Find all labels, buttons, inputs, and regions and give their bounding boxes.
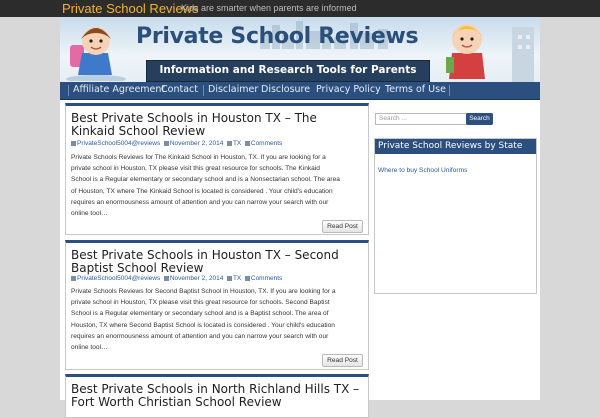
post-date[interactable]: November 2, 2014 — [169, 140, 224, 147]
site-tagline: Kids are smarter when parents are informed — [181, 3, 357, 13]
widget-title: Private School Reviews by State — [375, 139, 536, 154]
boy-student-icon — [432, 17, 540, 82]
read-post-button[interactable]: Read Post — [322, 220, 363, 233]
author-icon — [71, 276, 76, 281]
banner-subtitle-bar — [146, 60, 430, 82]
post-excerpt — [71, 286, 361, 353]
excerpt-line: requires an enormousness amount of attention and you can narrow your search with our — [71, 332, 329, 340]
nav-separator — [449, 85, 450, 96]
main-nav — [60, 82, 540, 100]
post-comments[interactable]: Comments — [250, 275, 283, 282]
post-category[interactable]: TX — [232, 140, 242, 147]
site-title[interactable]: Private School Reviews — [62, 1, 199, 16]
folder-icon — [227, 276, 232, 281]
nav-item-contact[interactable]: Contact — [161, 84, 198, 95]
comment-icon — [245, 276, 250, 281]
excerpt-line: Private Schools Reviews for The Kinkaid School in Houston, TX. If you are looking for a — [71, 154, 326, 161]
excerpt-line: School is a Regular elementary or secondary school and is a Nonsectarian school. The area — [71, 176, 340, 184]
nav-separator — [68, 85, 69, 96]
post-meta — [71, 275, 282, 282]
post-excerpt — [71, 152, 361, 219]
calendar-icon — [164, 276, 169, 281]
excerpt-line: of Houston, TX where The Kinkaid School is located is considered . Your child's education — [71, 187, 333, 195]
search-input[interactable]: Search ... — [375, 113, 469, 125]
nav-item-affiliate-agreement[interactable]: Affiliate Agreement — [73, 84, 166, 95]
calendar-icon — [164, 141, 169, 146]
post-card — [65, 103, 369, 235]
top-bar — [0, 0, 600, 17]
excerpt-line: Private Schools Reviews for Second Baptist School in Houston, TX. If you are looking for a — [71, 288, 336, 295]
post-author[interactable]: PrivateSchool5004@reviews — [77, 140, 161, 147]
search-button[interactable]: Search — [466, 113, 493, 125]
post-category[interactable]: TX — [232, 275, 242, 282]
excerpt-line: online tool… — [71, 210, 108, 218]
banner-subtitle: Information and Research Tools for Parents — [159, 64, 417, 76]
nav-item-disclosure[interactable]: Disclosure — [261, 84, 311, 95]
comment-icon — [245, 141, 250, 146]
nav-item-privacy-policy[interactable]: Privacy Policy — [316, 84, 381, 95]
girl-student-icon — [64, 21, 134, 81]
post-date[interactable]: November 2, 2014 — [169, 275, 224, 282]
post-card — [65, 240, 369, 370]
excerpt-line: online tool… — [71, 344, 108, 352]
post-meta — [71, 140, 282, 147]
excerpt-line: private school in Houston, TX please visit this great resource for schools. Second Baptist — [71, 299, 330, 307]
nav-item-terms-of-use[interactable]: Terms of Use — [385, 84, 446, 95]
author-icon — [71, 141, 76, 146]
excerpt-line: private school in Houston, TX please visit this great resource for schools. The Kinkaid — [71, 165, 320, 173]
post-title[interactable]: Best Private Schools in Houston TX – The Kinkaid School Review — [71, 111, 317, 138]
post-comments[interactable]: Comments — [250, 140, 283, 147]
read-post-button[interactable]: Read Post — [322, 354, 363, 367]
folder-icon — [227, 141, 232, 146]
widget-link-school-uniforms[interactable]: Where to buy School Uniforms — [378, 167, 468, 174]
state-reviews-widget — [374, 138, 537, 294]
excerpt-line: requires an enormousness amount of attention and you can narrow your search with our — [71, 198, 329, 206]
excerpt-line: Houston, TX where Second Baptist School is located is considered . Your child's education — [71, 321, 335, 329]
header-banner[interactable] — [60, 17, 540, 82]
post-title[interactable]: Best Private Schools in Houston TX – Second Baptist School Review — [71, 248, 339, 275]
banner-title: Private School Reviews — [136, 24, 419, 49]
post-author[interactable]: PrivateSchool5004@reviews — [77, 275, 161, 282]
excerpt-line: School is a Regular elementary or secondary school and is a Baptist school. The area of — [71, 310, 329, 318]
post-title[interactable]: Best Private Schools in North Richland Hills TX – Fort Worth Christian School Review — [71, 382, 360, 409]
nav-separator — [203, 85, 204, 96]
post-card — [65, 374, 369, 418]
nav-item-disclaimer[interactable]: Disclaimer — [208, 84, 259, 95]
